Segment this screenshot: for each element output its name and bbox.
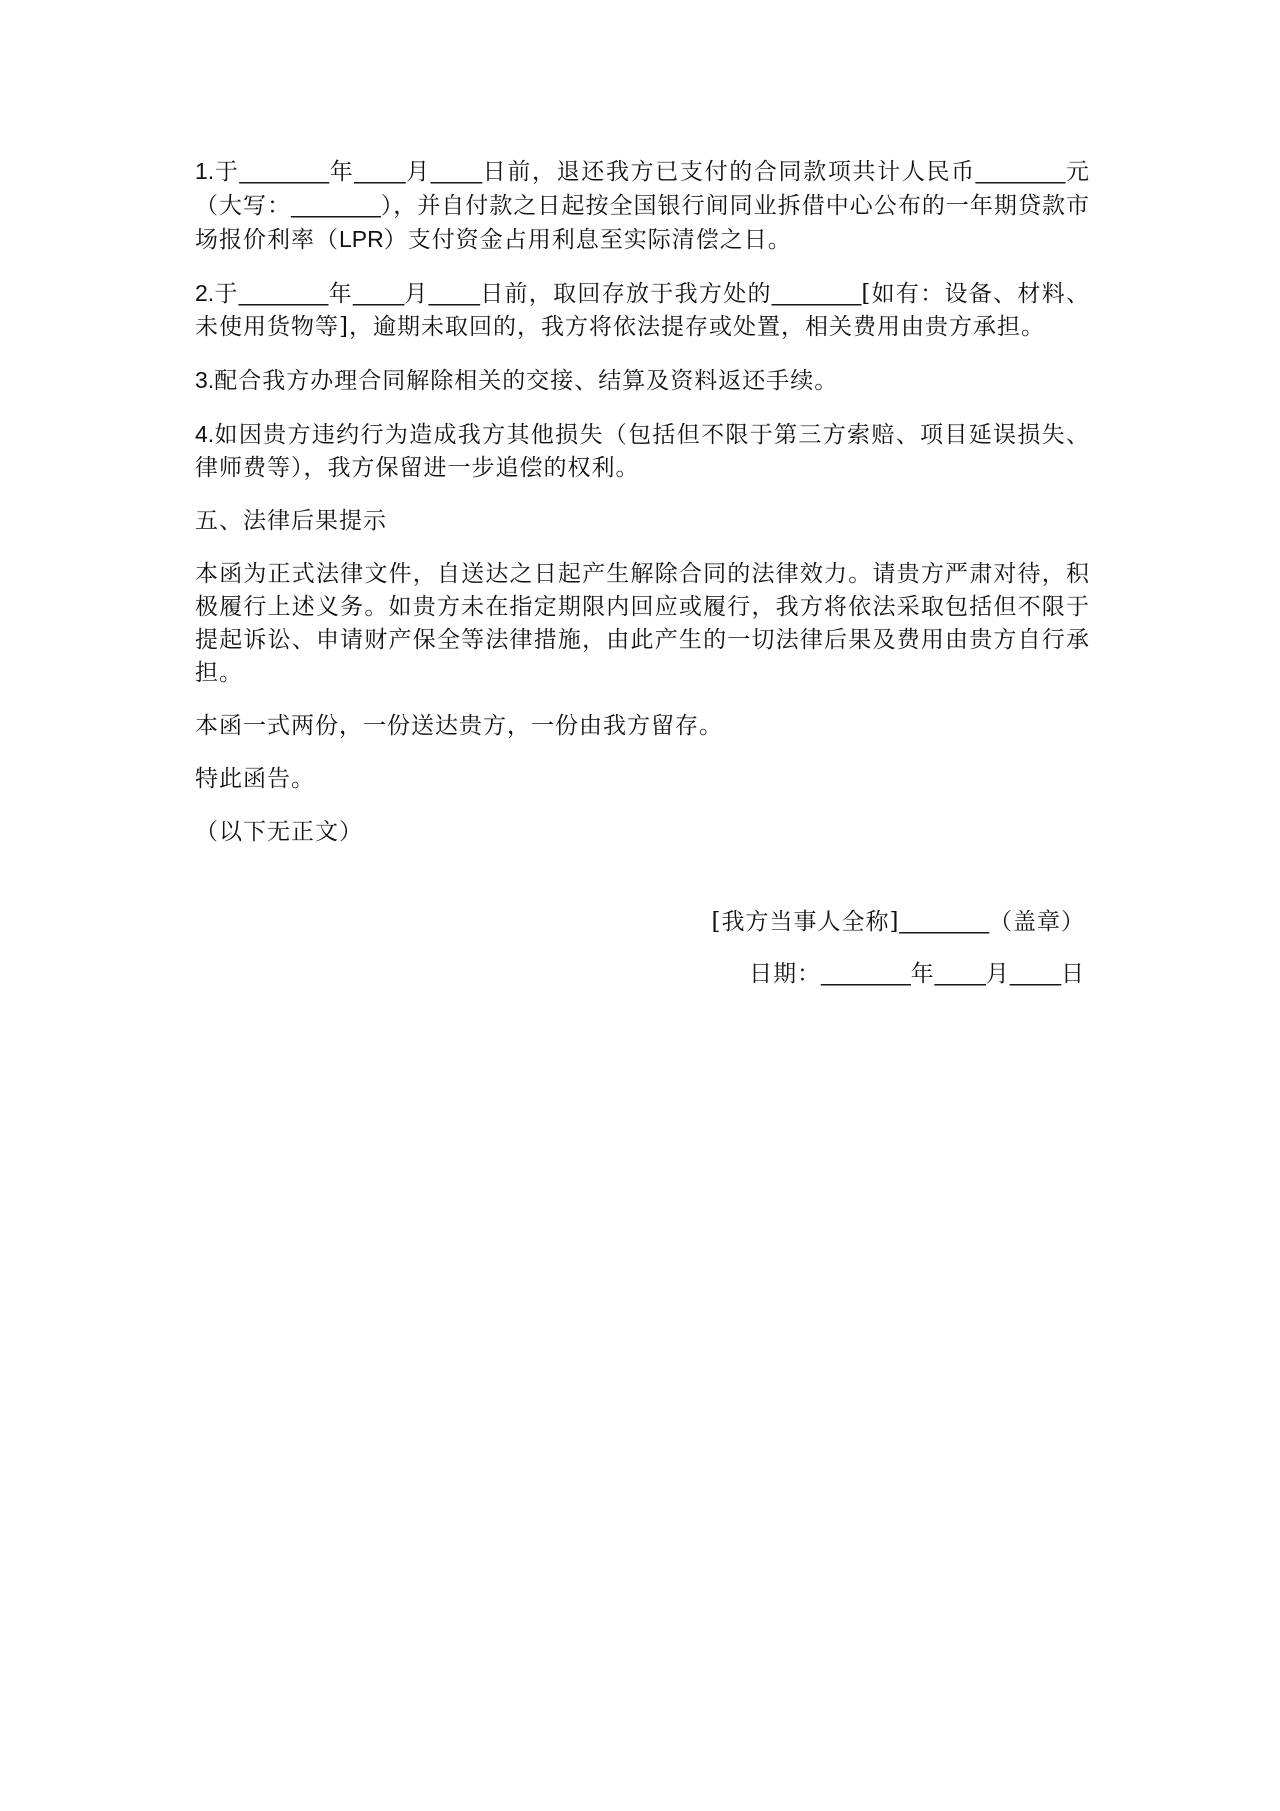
date-day-blank: ____ xyxy=(1009,960,1061,986)
document-page xyxy=(195,155,1091,987)
party-name-blank: _______ xyxy=(899,908,989,934)
amount-in-words-blank: _______ xyxy=(291,192,381,218)
date-year-blank: _______ xyxy=(821,960,911,986)
item-number: 4. xyxy=(195,421,215,447)
year-blank: _______ xyxy=(238,280,329,306)
obligation-item-1: 1.于_______年____月____日前，退还我方已支付的合同款项共计人民币_______元（大写：_______），并自付款之日起按全国银行间同业拆借中心公布的一年期贷款市场报价利率（LPR）支付资金占用利息至实际清偿之日。 xyxy=(195,158,1091,253)
party-name-label: [我方当事人全称] xyxy=(711,909,900,935)
goods-blank: _______ xyxy=(771,280,862,306)
item-number: 1. xyxy=(195,158,215,184)
lpr-abbreviation: LPR xyxy=(339,226,384,252)
obligation-item-4: 4.如因贵方违约行为造成我方其他损失（包括但不限于第三方索赔、项目延误损失、律师费等），我方保留进一步追偿的权利。 xyxy=(195,421,1090,481)
item-number: 3. xyxy=(195,367,215,393)
obligation-item-3: 3.配合我方办理合同解除相关的交接、结算及资料返还手续。 xyxy=(195,367,839,394)
date-label: 日期： xyxy=(749,961,822,987)
month-blank: ____ xyxy=(354,158,406,184)
obligation-item-2: 2.于_______年____月____日前，取回存放于我方处的_______[如有：设备、材料、未使用货物等]，逾期未取回的，我方将依法提存或处置，相关费用由贵方承担。 xyxy=(195,280,1091,340)
amount-blank: _______ xyxy=(975,158,1066,184)
legal-effect-paragraph: 本函为正式法律文件，自送达之日起产生解除合同的法律效力。请贵方严肃对待，积极履行上述义务。如贵方未在指定期限内回应或履行，我方将依法采取包括但不限于提起诉讼、申请财产保全等法律措施，由此产生的一切法律后果及费用由贵方自行承担。 xyxy=(195,561,1090,686)
year-blank: _______ xyxy=(239,158,330,184)
day-blank: ____ xyxy=(430,158,483,184)
seal-label: （盖章） xyxy=(989,909,1085,935)
signature-party-line xyxy=(195,905,1085,939)
section-heading-legal-consequences: 五、法律后果提示 xyxy=(195,508,387,534)
date-month-blank: ____ xyxy=(934,960,986,986)
item-number: 2. xyxy=(195,280,215,306)
signature-date-line: 日期：_______年____月____日 xyxy=(749,960,1085,987)
closing-statement: 特此函告。 xyxy=(195,766,315,792)
month-blank: ____ xyxy=(352,280,405,306)
copies-paragraph: 本函一式两份，一份送达贵方，一份由我方留存。 xyxy=(195,713,723,739)
day-blank: ____ xyxy=(428,280,480,306)
end-of-text-note: （以下无正文） xyxy=(195,819,363,845)
